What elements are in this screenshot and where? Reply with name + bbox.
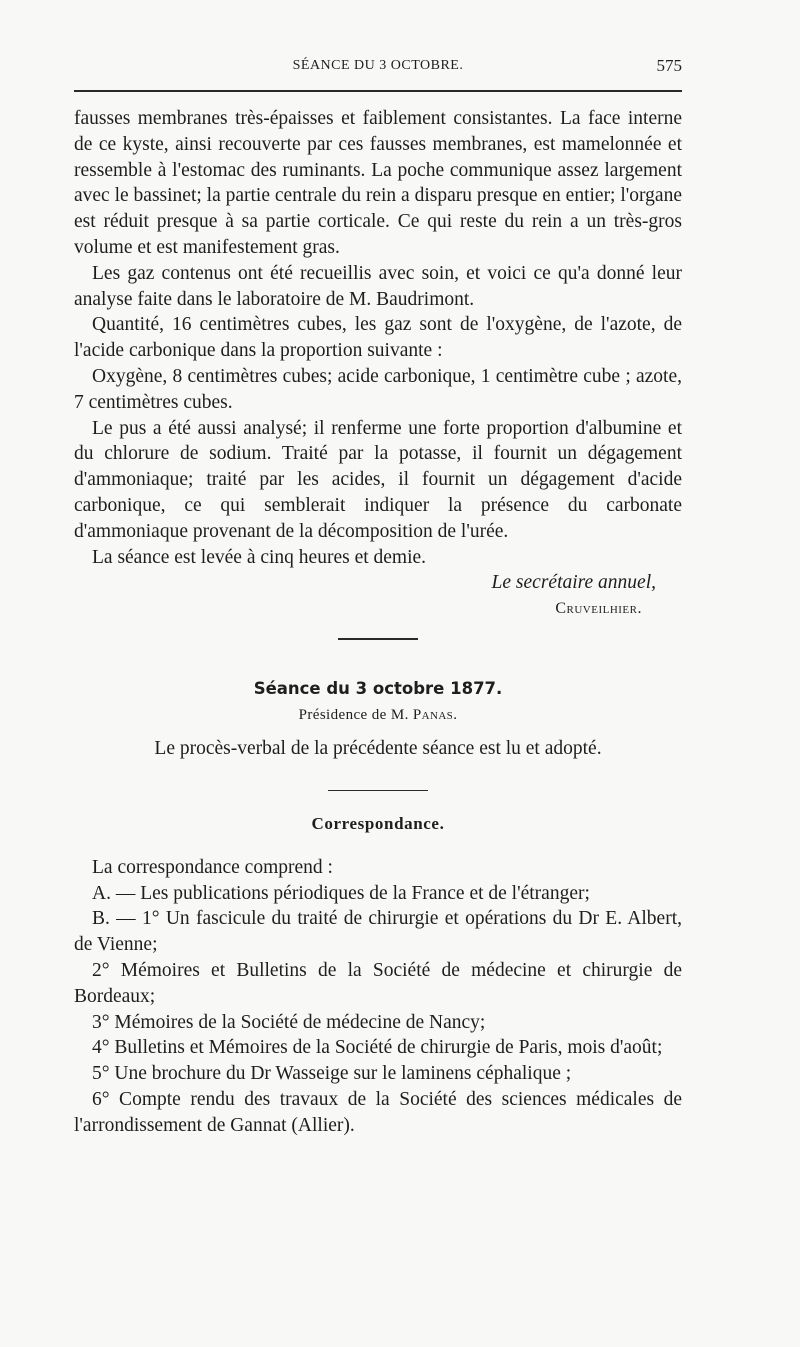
page-number: 575 <box>656 56 682 75</box>
correspondence-item-b1: B. — 1° Un fascicule du traité de chirurgie et opérations du Dr E. Albert, de Vienne; <box>74 908 682 956</box>
presidency-prefix: Présidence de M. <box>298 706 409 723</box>
correspondence-item-5: 5° Une brochure du Dr Wasseige sur le laminens céphalique ; <box>92 1063 572 1085</box>
correspondence-item-2: 2° Mémoires et Bulletins de la Société de médecine et chirurgie de Bordeaux; <box>74 959 682 1007</box>
presidency-line <box>74 702 682 728</box>
session-title: Séance du 3 octobre 1877. <box>253 678 503 698</box>
correspondence-item-6: 6° Compte rendu des travaux de la Société des sciences médicales de l'arrondissement de Gannat (Allier). <box>74 1088 682 1136</box>
paragraph-session-closed: La séance est levée à cinq heures et demie. <box>92 546 427 568</box>
minutes-adopted: Le procès-verbal de la précédente séance est lu et adopté. <box>154 737 602 759</box>
running-title: SÉANCE DU 3 OCTOBRE. <box>292 58 464 73</box>
correspondence-item-3: 3° Mémoires de la Société de médecine de Nancy; <box>92 1011 486 1033</box>
header-rule <box>74 90 682 92</box>
running-header <box>74 56 682 82</box>
signature-title: Le secrétaire annuel, <box>491 572 656 594</box>
correspondence-heading: Correspondance. <box>311 813 445 833</box>
correspondence-intro: La correspondance comprend : <box>92 856 333 878</box>
section-divider-2 <box>328 790 428 791</box>
paragraph-continued: fausses membranes très-épaisses et faiblement consistantes. La face interne de ce kyste, ainsi recouverte par ces fausses membranes, est mamelonnée et ressemble à l'estomac des ruminants. La poche communique assez largement avec le bassinet; la partie centrale du rein a disparu presque en entier; l'organe est réduit presque à sa partie corticale. Ce qui reste du rein a un très-gros volume et est manifestement gras. <box>74 108 682 258</box>
signature-name: Cruveilhier. <box>555 600 642 618</box>
paragraph-gas-quantity: Quantité, 16 centimètres cubes, les gaz sont de l'oxygène, de l'azote, de l'acide carbonique dans la proportion suivante : <box>74 314 682 362</box>
paragraph-gas-composition: Oxygène, 8 centimètres cubes; acide carbonique, 1 centimètre cube ; azote, 7 centimètres cubes. <box>74 365 682 413</box>
page-body <box>74 106 682 1139</box>
correspondence-item-a: A. — Les publications périodiques de la France et de l'étranger; <box>92 882 590 904</box>
section-divider <box>338 638 418 640</box>
paragraph-pus-analysis: Le pus a été aussi analysé; il renferme une forte proportion d'albumine et du chlorure de sodium. Traité par la potasse, il fournit un dégagement d'ammoniaque; traité par les acides, il fournit un dégagement d'acide carbonique, ce qui semblerait indiquer la présence du carbonate d'ammoniaque provenant de la décomposition de l'urée. <box>74 417 682 542</box>
signature-block <box>74 570 682 622</box>
presidency-name: Panas. <box>412 706 458 723</box>
paragraph-gas-collection: Les gaz contenus ont été recueillis avec soin, et voici ce qu'a donné leur analyse faite dans le laboratoire de M. Baudrimont. <box>74 262 682 310</box>
correspondence-item-4: 4° Bulletins et Mémoires de la Société de chirurgie de Paris, mois d'août; <box>92 1037 663 1059</box>
